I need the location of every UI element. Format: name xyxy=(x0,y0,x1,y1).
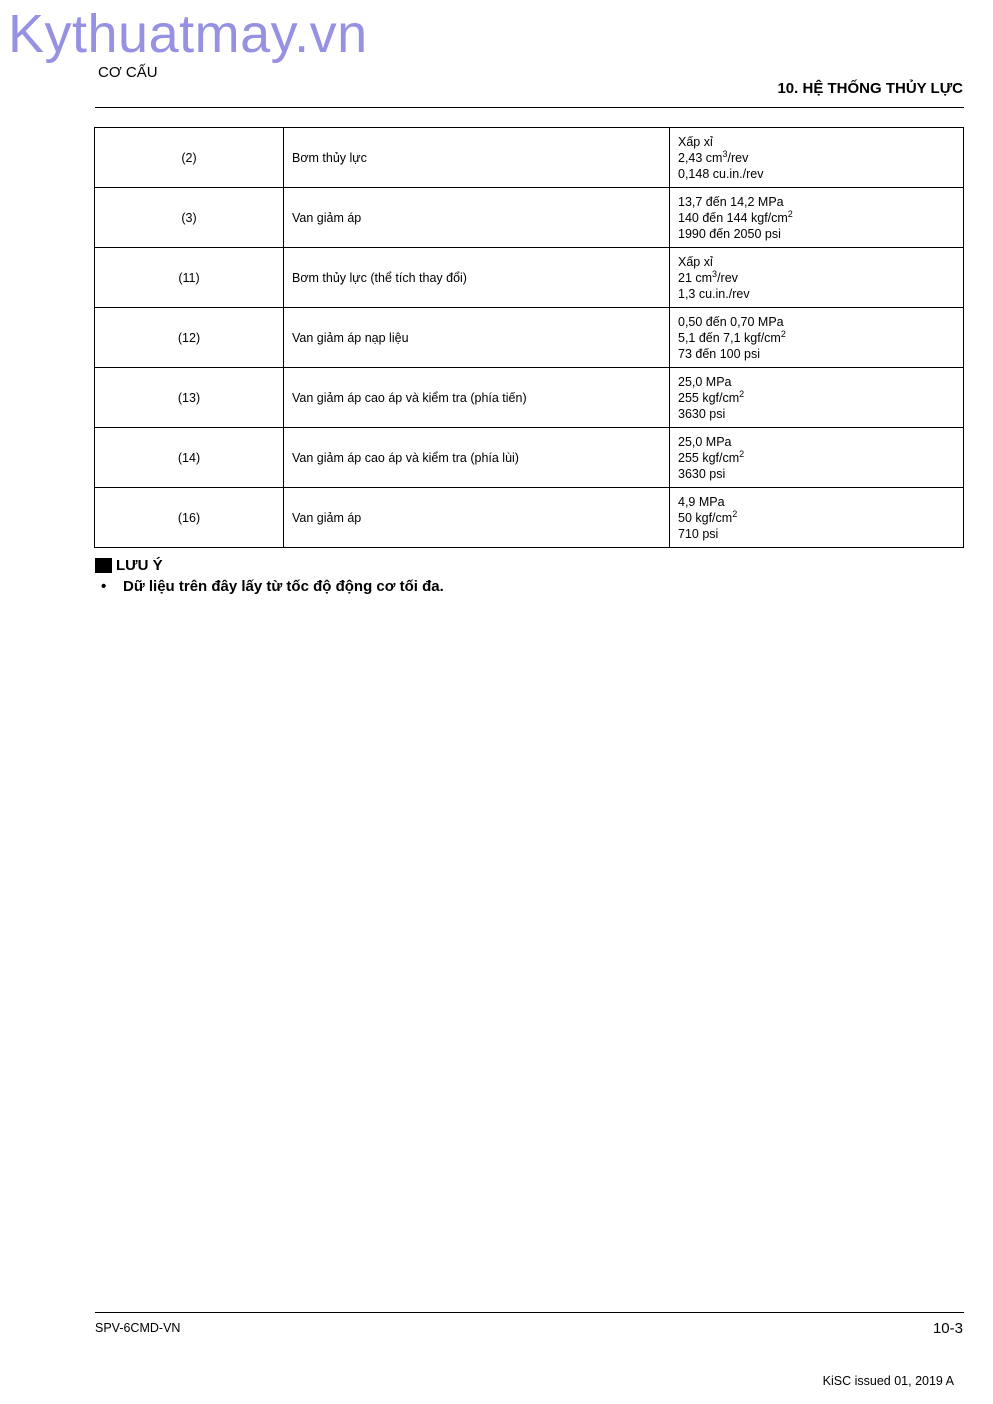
note-text: Dữ liệu trên đây lấy từ tốc độ động cơ tối đa. xyxy=(123,578,444,595)
spec-value-text: 0,50 đến 0,70 MPa xyxy=(678,314,784,329)
spec-value-cell xyxy=(670,188,964,248)
component-name-cell: Van giảm áp cao áp và kiểm tra (phía tiến) xyxy=(284,368,670,428)
table-row xyxy=(95,488,964,548)
spec-value-line xyxy=(678,270,963,286)
item-number-cell: (14) xyxy=(95,428,284,488)
spec-value-line xyxy=(678,330,963,346)
spec-value-text: 5,1 đến 7,1 kgf/cm xyxy=(678,330,781,345)
spec-value-line xyxy=(678,346,963,362)
spec-value-cell xyxy=(670,428,964,488)
note-list-item xyxy=(101,578,444,595)
spec-value-line xyxy=(678,434,963,450)
spec-value-line xyxy=(678,166,963,182)
spec-value-line xyxy=(678,390,963,406)
table-row xyxy=(95,368,964,428)
table-row xyxy=(95,308,964,368)
spec-value-line xyxy=(678,374,963,390)
component-name-cell: Van giảm áp xyxy=(284,488,670,548)
spec-value-text: 1,3 cu.in./rev xyxy=(678,286,750,301)
spec-value-text: 25,0 MPa xyxy=(678,374,732,389)
header-chapter-title: 10. HỆ THỐNG THỦY LỰC xyxy=(777,80,963,97)
spec-value-text: 3630 psi xyxy=(678,406,726,421)
spec-value-text: 73 đến 100 psi xyxy=(678,346,761,361)
spec-value-cell xyxy=(670,308,964,368)
spec-value-text: Xấp xỉ xyxy=(678,134,713,149)
spec-value-text: 2,43 cm xyxy=(678,150,723,165)
unit-exponent: 2 xyxy=(780,328,786,339)
spec-table xyxy=(94,127,964,548)
spec-value-cell xyxy=(670,128,964,188)
spec-value-line xyxy=(678,466,963,482)
table-row xyxy=(95,428,964,488)
bullet-icon: • xyxy=(101,578,107,595)
spec-value-text: 140 đến 144 kgf/cm xyxy=(678,210,788,225)
note-heading xyxy=(95,557,163,574)
item-number-cell: (12) xyxy=(95,308,284,368)
spec-value-text: 3630 psi xyxy=(678,466,726,481)
spec-value-cell xyxy=(670,248,964,308)
spec-value-line xyxy=(678,494,963,510)
unit-exponent: 3 xyxy=(722,148,728,159)
item-number-cell: (3) xyxy=(95,188,284,248)
spec-table-body xyxy=(95,128,964,548)
spec-value-line xyxy=(678,226,963,242)
unit-exponent: 2 xyxy=(739,448,745,459)
item-number-cell: (11) xyxy=(95,248,284,308)
spec-value-text: 710 psi xyxy=(678,526,719,541)
table-row xyxy=(95,248,964,308)
unit-exponent: 2 xyxy=(732,508,738,519)
component-name-cell: Van giảm áp nạp liệu xyxy=(284,308,670,368)
spec-value-text: 13,7 đến 14,2 MPa xyxy=(678,194,784,209)
footer-divider xyxy=(95,1312,964,1313)
note-square-icon xyxy=(95,558,112,573)
spec-value-line xyxy=(678,286,963,302)
spec-value-text: 1990 đến 2050 psi xyxy=(678,226,781,241)
unit-suffix: /rev xyxy=(727,150,749,165)
component-name-cell: Van giảm áp xyxy=(284,188,670,248)
item-number-cell: (13) xyxy=(95,368,284,428)
spec-value-text: 50 kgf/cm xyxy=(678,510,733,525)
unit-exponent: 3 xyxy=(712,268,718,279)
item-number-cell: (16) xyxy=(95,488,284,548)
issued-label: KiSC issued 01, 2019 A xyxy=(822,1374,954,1388)
footer-doc-code: SPV-6CMD-VN xyxy=(95,1321,181,1335)
spec-value-text: 0,148 cu.in./rev xyxy=(678,166,764,181)
spec-value-cell xyxy=(670,368,964,428)
spec-value-line xyxy=(678,510,963,526)
table-row xyxy=(95,188,964,248)
spec-value-cell xyxy=(670,488,964,548)
spec-value-line xyxy=(678,134,963,150)
spec-value-text: 4,9 MPa xyxy=(678,494,725,509)
component-name-cell: Bơm thủy lực (thể tích thay đổi) xyxy=(284,248,670,308)
spec-value-text: 25,0 MPa xyxy=(678,434,732,449)
spec-value-line xyxy=(678,314,963,330)
component-name-cell: Van giảm áp cao áp và kiểm tra (phía lùi) xyxy=(284,428,670,488)
watermark-logo: Kythuatmay.vn xyxy=(8,4,368,64)
spec-value-text: 21 cm xyxy=(678,270,713,285)
spec-value-line xyxy=(678,210,963,226)
spec-value-text: 255 kgf/cm xyxy=(678,390,740,405)
note-title: LƯU Ý xyxy=(116,557,163,574)
header-section-label: CƠ CẤU xyxy=(98,64,158,81)
footer-page-number: 10-3 xyxy=(932,1320,963,1337)
header-divider xyxy=(95,107,964,108)
unit-suffix: /rev xyxy=(717,270,738,285)
spec-value-line xyxy=(678,194,963,210)
unit-exponent: 2 xyxy=(739,388,745,399)
spec-value-line xyxy=(678,150,963,166)
unit-exponent: 2 xyxy=(787,208,793,219)
component-name-cell: Bơm thủy lực xyxy=(284,128,670,188)
spec-value-line xyxy=(678,450,963,466)
spec-value-text: Xấp xỉ xyxy=(678,254,713,269)
spec-value-line xyxy=(678,254,963,270)
spec-value-line xyxy=(678,406,963,422)
spec-value-text: 255 kgf/cm xyxy=(678,450,740,465)
spec-value-line xyxy=(678,526,963,542)
item-number-cell: (2) xyxy=(95,128,284,188)
table-row xyxy=(95,128,964,188)
